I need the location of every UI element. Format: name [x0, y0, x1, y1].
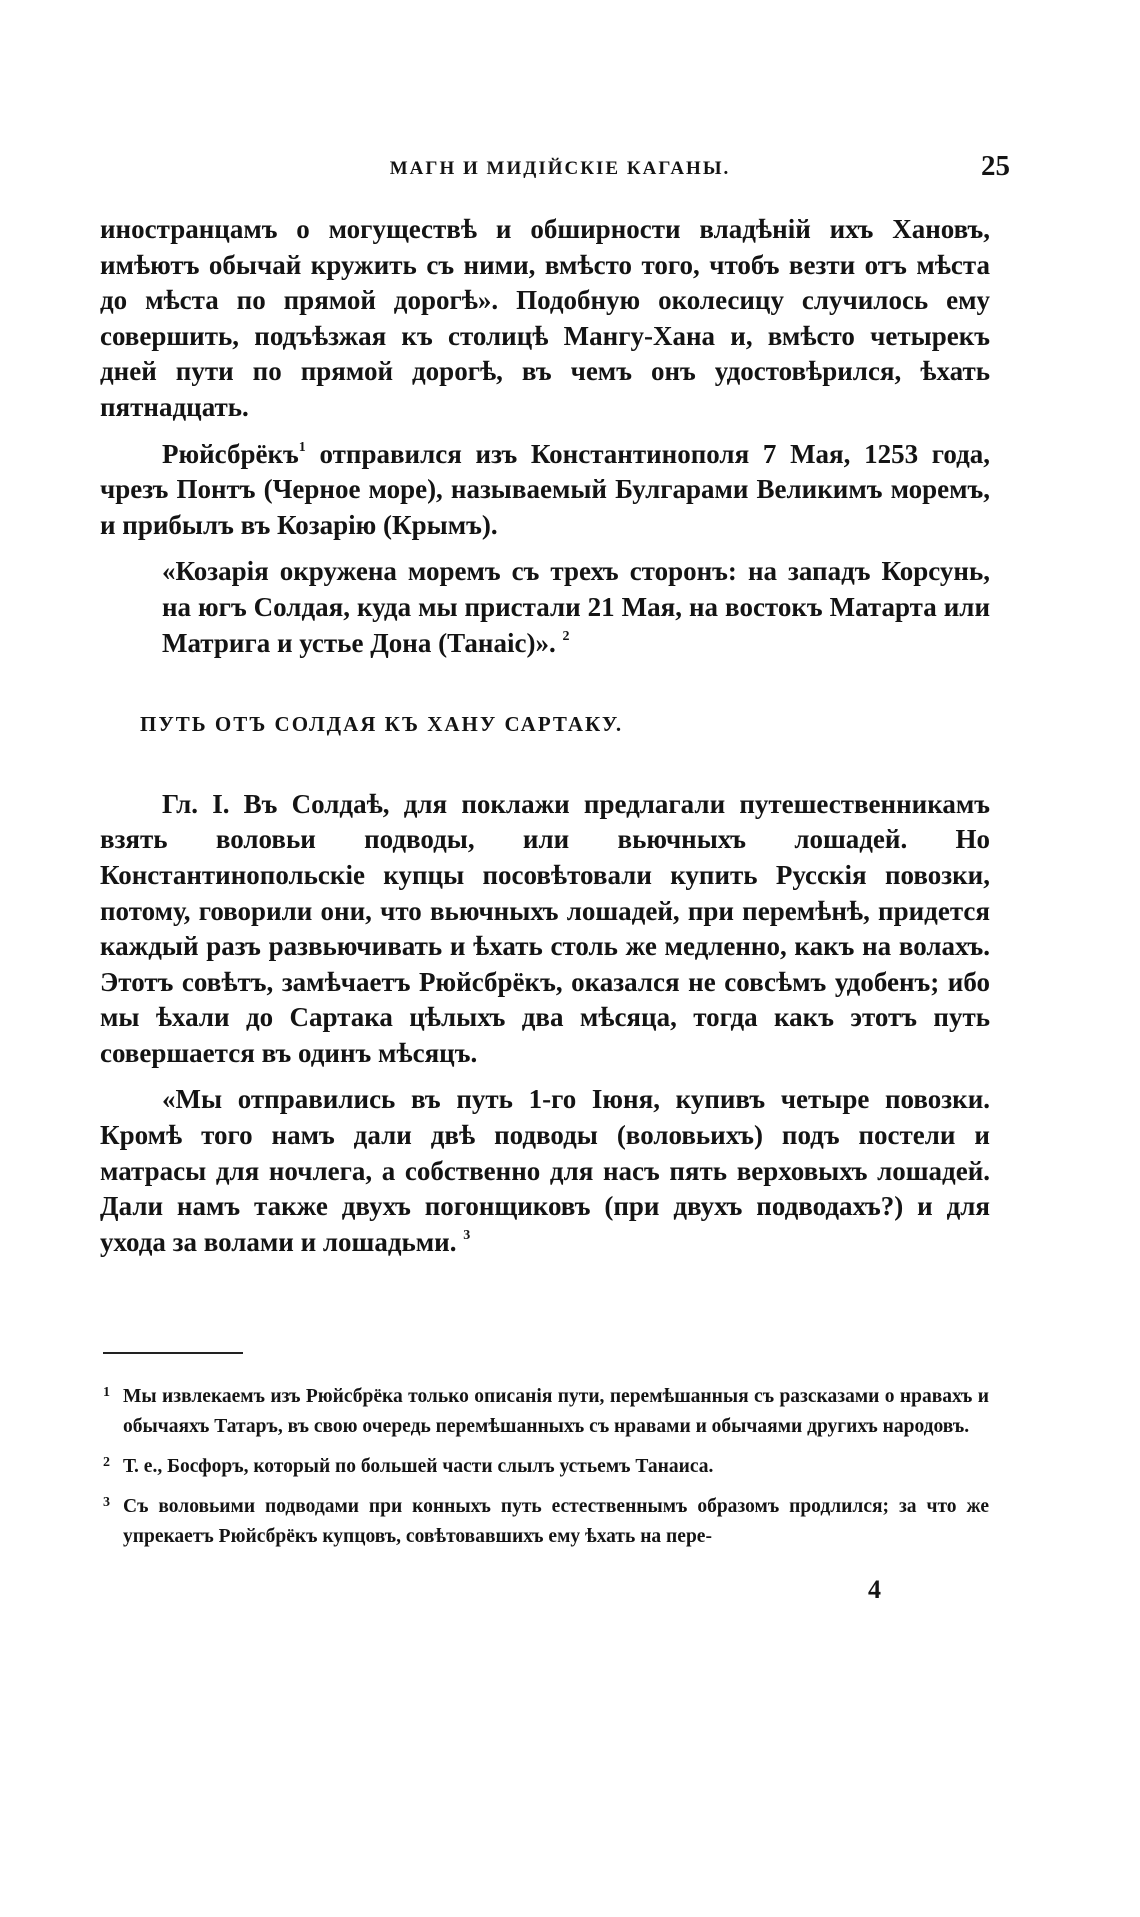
page-number: 25 — [981, 150, 1010, 182]
signature-mark: 4 — [868, 1575, 881, 1604]
paragraph-1: иностранцамъ о могуществѣ и обширности владѣній ихъ Хановъ, имѣютъ обычай кружить съ ними, вмѣсто того, чтобъ везти отъ мѣста до мѣста по прямой дорогѣ». Подобную околесицу случилось ему совершить, подъѣзжая къ столицѣ Мангу-Хана и, вмѣсто четырекъ дней пути по прямой дорогѣ, въ чемъ онъ удостовѣрился, ѣхать пятнадцать. — [100, 214, 990, 422]
paragraph-2 — [100, 437, 990, 544]
footnote-2-text: Т. е., Босфоръ, который по большей части слылъ устьемъ Танаиса. — [123, 1456, 714, 1477]
footnote-ref-2: 2 — [562, 628, 570, 644]
quote-paragraph — [162, 554, 990, 661]
footnote-1 — [103, 1378, 989, 1442]
footnote-ref-3: 3 — [463, 1227, 471, 1243]
paragraph-5-text: «Мы отправились въ путь 1-го Іюня, купивъ четыре повозки. Кромѣ того намъ дали двѣ подводы (воловьихъ) подъ постели и матрасы для ночлега, а собственно для насъ пять верховыхъ лошадей. Дали намъ также двухъ погонщиковъ (при двухъ подводахъ?) и для ухода за волами и лошадьми. — [100, 1084, 990, 1257]
page-header — [100, 150, 1020, 194]
section-heading: ПУТЬ ОТЪ СОЛДАЯ КЪ ХАНУ САРТАКУ. — [140, 712, 624, 737]
footnote-3 — [103, 1488, 989, 1552]
paragraph-2-rest: отправился изъ Константинополя 7 Мая, 1253 года, чрезъ Понтъ (Черное море), называемый Булгарами Великимъ моремъ, и прибылъ въ Козарію (Крымъ). — [100, 438, 991, 540]
footnote-2-mark: 2 — [103, 1455, 110, 1470]
footnote-1-text: Мы извлекаемъ изъ Рюйсбрёка только описанія пути, перемѣшанныя съ разсказами о нравахъ и обычаяхъ Татаръ, въ свою очередь перемѣшанныхъ съ нравами и обычаями другихъ народовъ. — [123, 1386, 989, 1437]
footnote-divider — [103, 1352, 243, 1354]
chapter-paragraph: Гл. I. Въ Солдаѣ, для поклажи предлагали путешественникамъ взять воловьи подводы, или вьючныхъ лошадей. Но Константинопольскіе купцы посовѣтовали купить Русскія повозки, потому, говорили они, что вьючныхъ лошадей, при перемѣнѣ, придется каждый разъ развьючивать и ѣхать столь же медленно, какъ на волахъ. Этотъ совѣтъ, замѣчаетъ Рюйсбрёкъ, оказался не совсѣмъ удобенъ; ибо мы ѣхали до Сартака цѣлыхъ два мѣсяца, тогда какъ этотъ путь совершается въ одинъ мѣсяцъ. — [100, 788, 990, 1068]
paragraph-2-name: Рюйсбрёкъ — [162, 438, 299, 469]
paragraph-5 — [100, 1082, 990, 1260]
footnote-3-mark: 3 — [103, 1495, 110, 1510]
main-text — [100, 212, 990, 1260]
footnote-ref-1: 1 — [298, 439, 306, 455]
footnote-2 — [103, 1448, 989, 1482]
quote-text: «Козарія окружена моремъ съ трехъ сторонъ: на западъ Корсунь, на югъ Солдая, куда мы пристали 21 Мая, на востокъ Матарта или Матрига и устье Дона (Танаіс)». — [162, 556, 990, 658]
footnote-3-text: Съ воловьими подводами при конныхъ путь естественнымъ образомъ продлился; за что же упрекаетъ Рюйсбрёкъ купцовъ, совѣтовавшихъ ему ѣхать на пере- — [123, 1496, 989, 1547]
running-title: МАГН И МИДІЙСКІЕ КАГАНЫ. — [389, 158, 731, 179]
footnote-1-mark: 1 — [103, 1385, 110, 1400]
footnotes — [103, 1378, 989, 1558]
